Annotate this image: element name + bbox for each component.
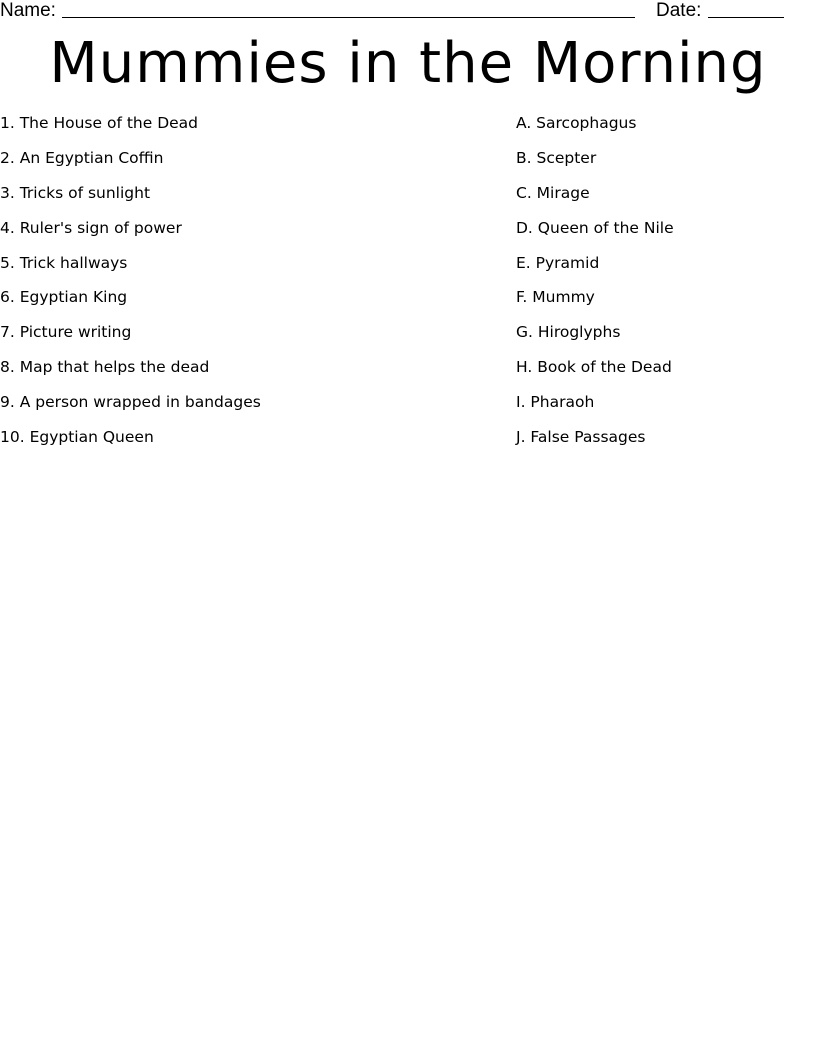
worksheet-title: Mummies in the Morning bbox=[49, 31, 767, 96]
answer-item: F. Mummy bbox=[516, 288, 595, 307]
clue-item: 6. Egyptian King bbox=[0, 288, 128, 307]
answer-item: H. Book of the Dead bbox=[516, 358, 672, 377]
answer-item: I. Pharaoh bbox=[516, 393, 595, 412]
answer-item: D. Queen of the Nile bbox=[516, 218, 674, 237]
clue-item: 5. Trick hallways bbox=[0, 253, 128, 272]
clue-item: 9. A person wrapped in bandages bbox=[0, 393, 261, 412]
clue-item: 1. The House of the Dead bbox=[0, 114, 199, 132]
answer-item: B. Scepter bbox=[516, 148, 597, 167]
date-field[interactable] bbox=[708, 17, 784, 18]
name-field[interactable] bbox=[62, 17, 635, 18]
worksheet-header bbox=[0, 0, 816, 24]
answer-item: J. False Passages bbox=[516, 428, 646, 447]
clue-item: 4. Ruler's sign of power bbox=[0, 218, 182, 237]
clue-item: 7. Picture writing bbox=[0, 323, 132, 342]
answer-item: G. Hiroglyphs bbox=[516, 323, 621, 342]
answer-item: C. Mirage bbox=[516, 183, 590, 202]
clue-item: 2. An Egyptian Coffin bbox=[0, 148, 164, 167]
answer-item: A. Sarcophagus bbox=[516, 114, 637, 132]
clue-item: 8. Map that helps the dead bbox=[0, 358, 210, 377]
answer-list bbox=[516, 111, 806, 460]
clue-list bbox=[0, 111, 480, 460]
clue-item: 3. Tricks of sunlight bbox=[0, 183, 151, 202]
date-label: Date: bbox=[656, 0, 702, 21]
clue-item: 10. Egyptian Queen bbox=[0, 428, 154, 447]
answer-item: E. Pyramid bbox=[516, 253, 600, 272]
name-label: Name: bbox=[0, 0, 56, 21]
